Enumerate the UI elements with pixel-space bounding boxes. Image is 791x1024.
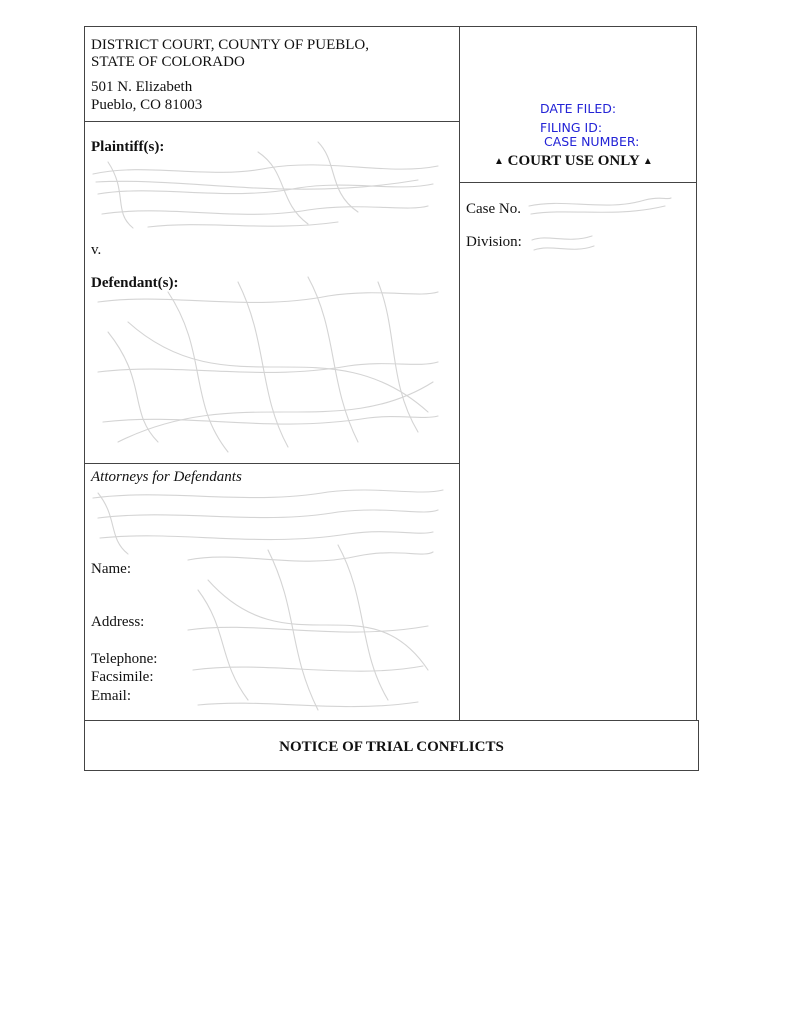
stamp-case-number: CASE NUMBER: (544, 134, 640, 149)
court-name-line2: STATE OF COLORADO (91, 54, 245, 70)
defendant-redaction (88, 262, 448, 458)
attorney-heading: Attorneys for Defendants (91, 469, 242, 485)
court-address-line1: 501 N. Elizabeth (91, 79, 193, 95)
attorney-facsimile-label: Facsimile: (91, 669, 154, 685)
attorney-details-redaction (178, 530, 438, 720)
court-use-divider (459, 182, 697, 183)
box-center-divider (459, 26, 460, 721)
attorney-email-label: Email: (91, 688, 131, 704)
case-no-redaction (525, 192, 675, 222)
title-row-top-border (84, 720, 699, 721)
stamp-date-filed: DATE FILED: (540, 101, 617, 116)
plaintiff-label: Plaintiff(s): (91, 139, 165, 155)
triangle-up-icon: ▲ (642, 156, 653, 167)
parties-divider (84, 463, 460, 464)
box-top-border (84, 26, 697, 27)
attorney-address-label: Address: (91, 614, 145, 630)
plaintiff-redaction (88, 132, 448, 242)
box-left-border (84, 26, 85, 771)
case-no-label: Case No. (466, 201, 521, 217)
court-use-only-label (494, 152, 653, 171)
stamp-filing-id: FILING ID: (540, 120, 603, 135)
attorney-name-label: Name: (91, 561, 131, 577)
division-label: Division: (466, 234, 522, 250)
court-name-line1: DISTRICT COURT, COUNTY OF PUEBLO, (91, 37, 370, 53)
court-address-line2: Pueblo, CO 81003 (91, 97, 203, 113)
court-section-divider (84, 121, 460, 122)
box-bottom-border (84, 770, 699, 771)
division-redaction (528, 230, 598, 258)
document-title: NOTICE OF TRIAL CONFLICTS (279, 739, 504, 755)
defendant-label: Defendant(s): (91, 275, 179, 291)
attorney-telephone-label: Telephone: (91, 651, 158, 667)
versus-label: v. (91, 242, 102, 258)
court-use-only-text: COURT USE ONLY (507, 153, 640, 169)
triangle-up-icon: ▲ (494, 156, 504, 167)
box-right-border (696, 26, 697, 721)
